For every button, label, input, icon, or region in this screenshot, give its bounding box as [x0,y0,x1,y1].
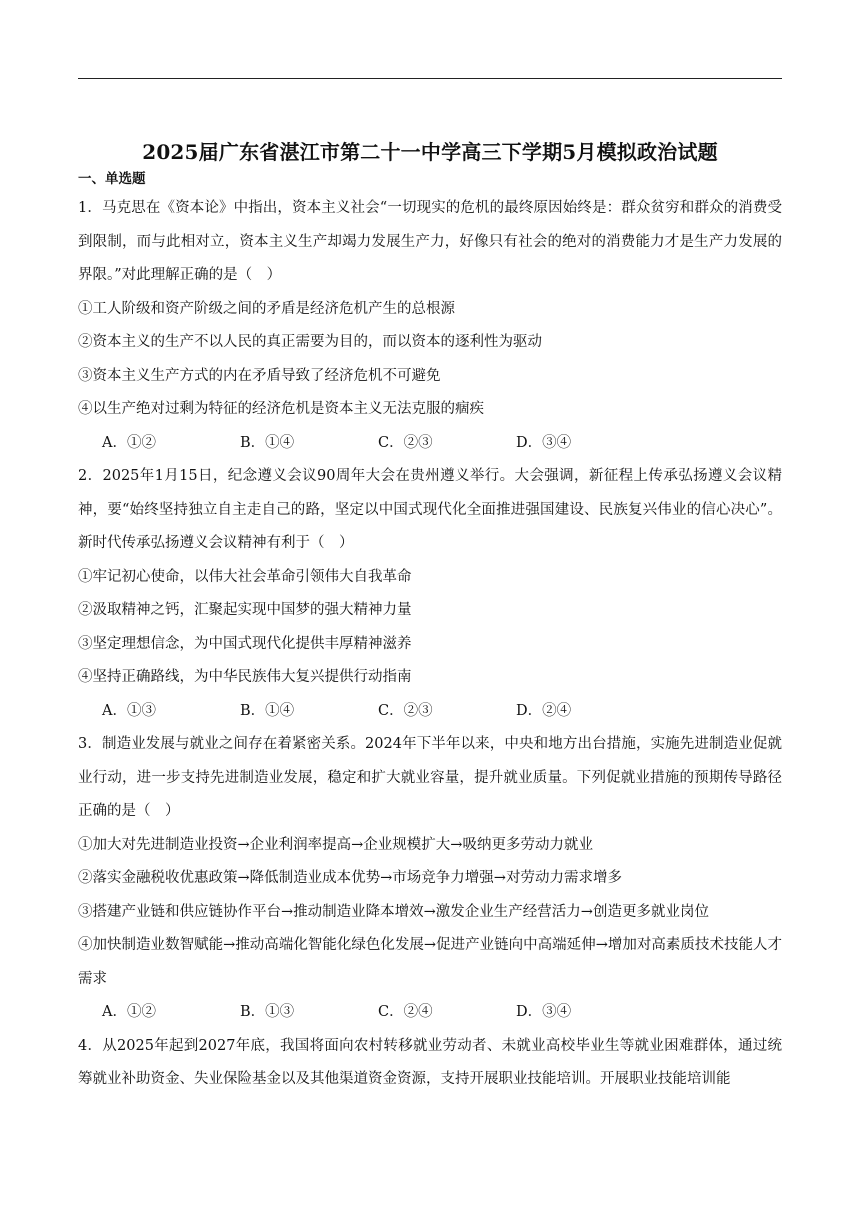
section-heading: 一、单选题 [78,171,146,187]
document-body [78,132,782,1097]
question-2 [78,460,782,728]
statement-3: ③资本主义生产方式的内在矛盾导致了经济危机不可避免 [78,367,441,384]
statement-3: ③坚定理想信念，为中国式现代化提供丰厚精神滋养 [78,635,412,652]
question-stem: 4．从2025年起到2027年底，我国将面向农村转移就业劳动者、未就业高校毕业生等就业困难群体，通过统筹就业补助资金、失业保险基金以及其他渠道资金资源，支持开展职业技能培训。开展职业技能培训能 [78,1037,782,1087]
choice-c: C．②④ [378,1004,433,1020]
statement-4: ④以生产绝对过剩为特征的经济危机是资本主义无法克服的痼疾 [78,401,484,417]
choice-c: C．②③ [378,702,433,719]
choice-c: C．②③ [378,434,433,451]
statement-2: ②资本主义的生产不以人民的真正需要为目的，而以资本的逐利性为驱动 [78,334,542,350]
choice-a: A．①③ [102,702,156,719]
page-title: 2025届广东省湛江市第二十一中学高三下学期5月模拟政治试题 [142,140,718,164]
answer-choices [78,996,782,1030]
choice-d: D．③④ [516,1004,572,1020]
statement-1: ①牢记初心使命，以伟大社会革命引领伟大自我革命 [78,568,412,585]
answer-choices [78,427,782,461]
statement-2: ②汲取精神之钙，汇聚起实现中国梦的强大精神力量 [78,602,412,618]
question-stem: 2．2025年1月15日，纪念遵义会议90周年大会在贵州遵义举行。大会强调，新征程上传承弘扬遵义会议精神，要“始终坚持独立自主走自己的路，坚定以中国式现代化全面推进强国建设、民族复兴伟业的信心决心”。新时代传承弘扬遵义会议精神有利于（ ） [78,468,782,551]
statement-2: ②落实金融税收优惠政策→降低制造业成本优势→市场竞争力增强→对劳动力需求增多 [78,870,622,886]
choice-b: B．①③ [240,1004,295,1020]
answer-choices [78,695,782,729]
statement-4: ④坚持正确路线，为中华民族伟大复兴提供行动指南 [78,669,412,685]
statement-4: ④加快制造业数智赋能→推动高端化智能化绿色化发展→促进产业链向中高端延伸→增加对高素质技术技能人才需求 [78,937,782,987]
statement-1: ①加大对先进制造业投资→企业利润率提高→企业规模扩大→吸纳更多劳动力就业 [78,836,593,853]
question-stem: 3．制造业发展与就业之间存在着紧密关系。2024年下半年以来，中央和地方出台措施，实施先进制造业促就业行动，进一步支持先进制造业发展，稳定和扩大就业容量，提升就业质量。下列促就业措施的预期传导路径正确的是（ ） [78,736,782,819]
statement-1: ①工人阶级和资产阶级之间的矛盾是经济危机产生的总根源 [78,300,455,317]
header-rule [78,78,782,79]
question-4 [78,1030,782,1097]
question-stem: 1．马克思在《资本论》中指出，资本主义社会“一切现实的危机的最终原因始终是：群众贫穷和群众的消费受到限制，而与此相对立，资本主义生产却竭力发展生产力，好像只有社会的绝对的消费能力才是生产力发展的界限。”对此理解正确的是（ ） [78,200,782,283]
question-3 [78,728,782,1030]
choice-b: B．①④ [240,702,295,719]
choice-d: D．②④ [516,702,572,719]
choice-a: A．①② [102,1004,156,1020]
choice-d: D．③④ [516,434,572,451]
statement-3: ③搭建产业链和供应链协作平台→推动制造业降本增效→激发企业生产经营活力→创造更多就业岗位 [78,903,709,920]
choice-a: A．①② [102,434,156,451]
question-1 [78,192,782,460]
choice-b: B．①④ [240,434,295,451]
